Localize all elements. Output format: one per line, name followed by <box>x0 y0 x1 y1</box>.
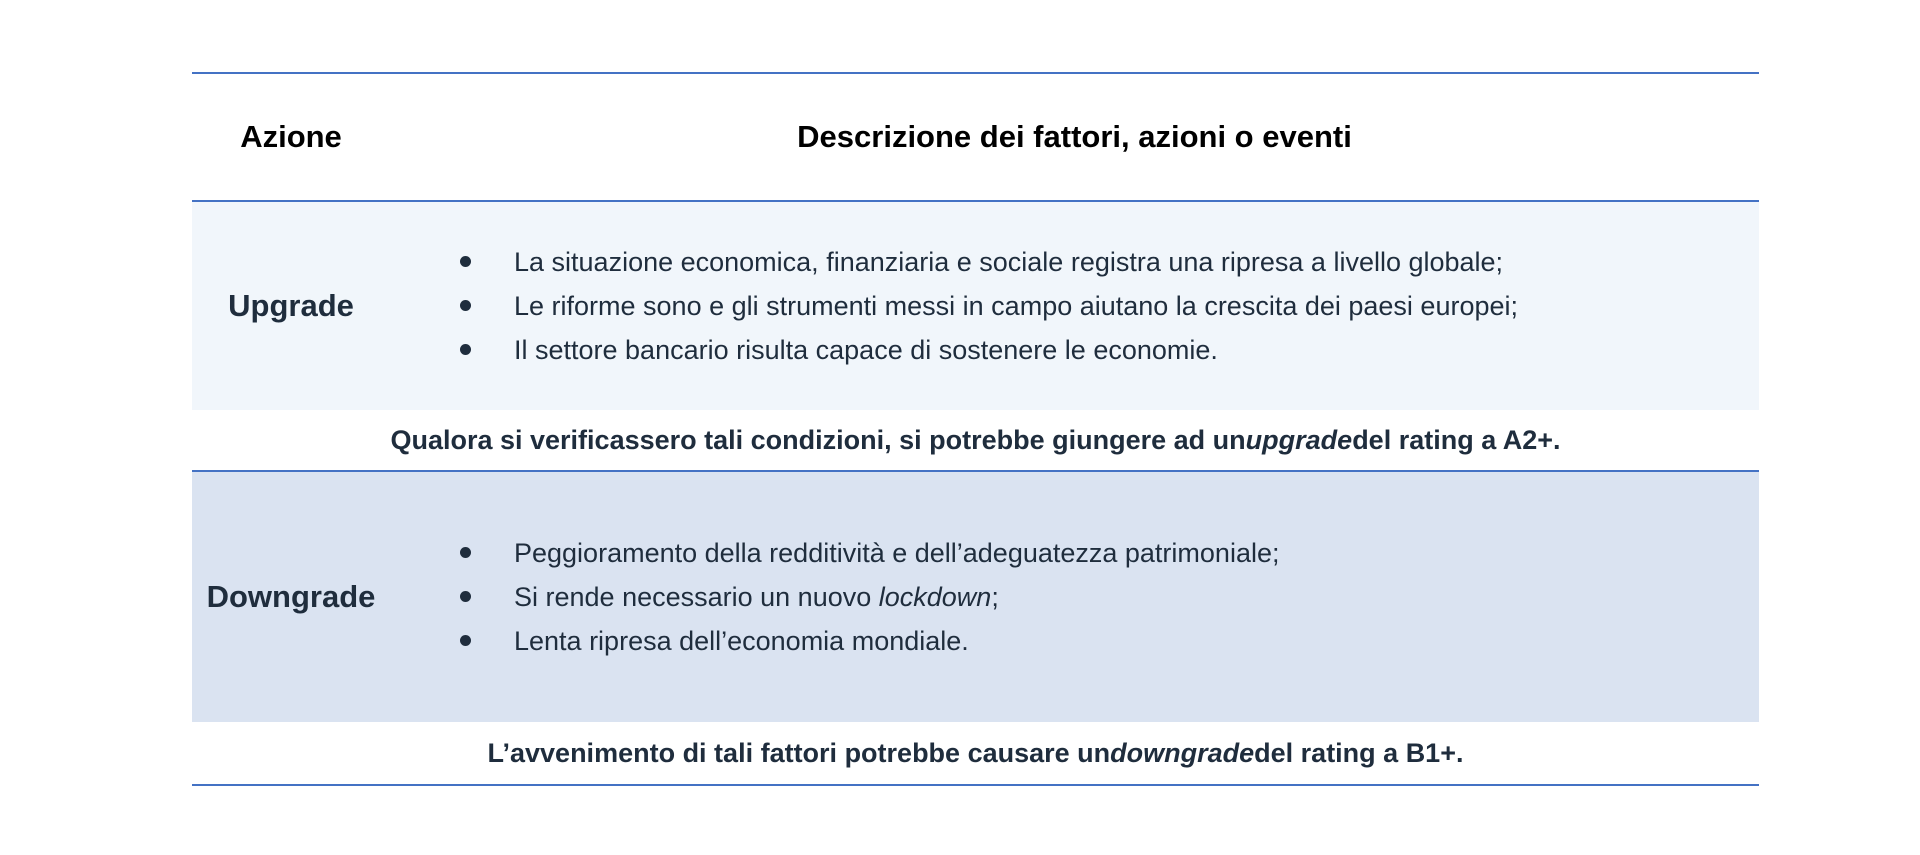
downgrade-description-cell <box>390 531 1759 663</box>
upgrade-summary-text-before: Qualora si verificassero tali condizioni, si potrebbe giungere ad un <box>390 424 1246 455</box>
bullet-dot-icon <box>460 344 471 355</box>
list-item <box>460 240 1518 284</box>
downgrade-bullet-emphasis: lockdown <box>878 582 992 612</box>
header-action-cell <box>192 119 390 155</box>
upgrade-row <box>192 202 1759 410</box>
downgrade-bullet-text-before: Si rende necessario un nuovo <box>514 582 879 612</box>
list-item <box>460 575 1279 619</box>
upgrade-summary <box>192 410 1759 470</box>
downgrade-bullet-text-after: ; <box>991 582 999 612</box>
header-description-cell <box>390 119 1759 155</box>
bullet-dot-icon <box>460 547 471 558</box>
upgrade-bullet-text: Le riforme sono e gli strumenti messi in campo aiutano la crescita dei paesi europei; <box>514 291 1518 321</box>
downgrade-bullet-text: Lenta ripresa dell’economia mondiale. <box>514 626 969 656</box>
list-item <box>460 328 1518 372</box>
upgrade-bullet-text: La situazione economica, finanziaria e sociale registra una ripresa a livello globale; <box>514 247 1504 277</box>
list-item <box>460 619 1279 663</box>
upgrade-description-cell <box>390 240 1759 372</box>
upgrade-bullet-list <box>390 240 1518 372</box>
bullet-dot-icon <box>460 300 471 311</box>
upgrade-summary-text-after: del rating a A2+. <box>1352 424 1561 455</box>
upgrade-label: Upgrade <box>228 288 354 323</box>
rating-factors-table <box>192 72 1759 786</box>
downgrade-bullet-list <box>390 531 1279 663</box>
list-item <box>460 531 1279 575</box>
downgrade-summary <box>192 722 1759 784</box>
downgrade-summary-text-before: L’avvenimento di tali fattori potrebbe causare un <box>487 737 1111 768</box>
downgrade-summary-text-after: del rating a B1+. <box>1254 737 1464 768</box>
bullet-dot-icon <box>460 256 471 267</box>
list-item <box>460 284 1518 328</box>
header-action-label: Azione <box>240 119 342 154</box>
upgrade-bullet-text: Il settore bancario risulta capace di sostenere le economie. <box>514 335 1218 365</box>
header-description-label: Descrizione dei fattori, azioni o eventi <box>797 119 1352 154</box>
bullet-dot-icon <box>460 591 471 602</box>
downgrade-action-cell <box>192 579 390 615</box>
table-header-row <box>192 74 1759 202</box>
upgrade-action-cell <box>192 288 390 324</box>
downgrade-bullet-text: Peggioramento della redditività e dell’adeguatezza patrimoniale; <box>514 538 1280 568</box>
bullet-dot-icon <box>460 635 471 646</box>
downgrade-label: Downgrade <box>206 579 376 614</box>
upgrade-summary-emphasis: upgrade <box>1245 424 1353 455</box>
downgrade-row <box>192 470 1759 722</box>
downgrade-summary-emphasis: downgrade <box>1110 737 1255 768</box>
